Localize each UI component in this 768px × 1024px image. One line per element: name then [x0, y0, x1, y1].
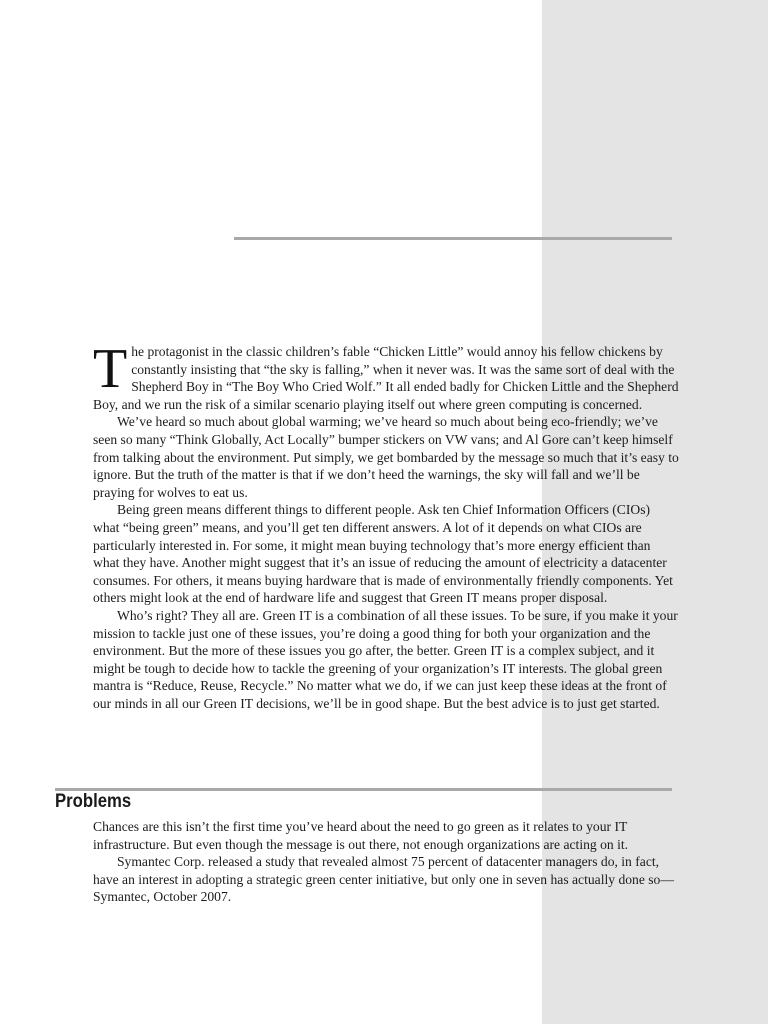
- problems-section: [93, 818, 679, 906]
- chapter-top-rule: [234, 237, 672, 240]
- section-divider-rule: [55, 788, 672, 791]
- intro-paragraph-1-text: he protagonist in the classic children’s fable “Chicken Little” would annoy his fellow chickens by constantly insisting that “the sky is falling,” when it never was. It was the same sort of deal with the Shepherd Boy in “The Boy Who Cried Wolf.” It all ended badly for Chicken Little and the Shepherd Boy, and we run the risk of a similar scenario playing itself out where green computing is concerned.: [93, 344, 679, 412]
- drop-cap: T: [93, 338, 128, 400]
- problems-paragraph-2: Symantec Corp. released a study that revealed almost 75 percent of datacenter managers do, in fact, have an interest in adopting a strategic green center initiative, but only one in seven has actually done so—Symantec, October 2007.: [93, 854, 674, 905]
- problems-paragraph-1: Chances are this isn’t the first time you’ve heard about the need to go green as it relates to your IT infrastructure. But even though the message is out there, not enough organizations are acting on it.: [93, 819, 629, 852]
- intro-paragraph-3: Being green means different things to different people. Ask ten Chief Information Officers (CIOs) what “being green” means, and you’ll get ten different answers. A lot of it depends on what CIOs are particularly interested in. For some, it might mean buying technology that’s more energy efficient than what they have. Another might suggest that it’s an issue of reducing the amount of electricity a datacenter consumes. For others, it means buying hardware that is made of environmentally friendly components. Yet others might look at the end of hardware life and suggest that Green IT means proper disposal.: [93, 502, 673, 606]
- intro-paragraph-4: Who’s right? They all are. Green IT is a combination of all these issues. To be sure, if you make it your mission to tackle just one of these issues, you’re doing a good thing for both your organization and the environment. But the more of these issues you go after, the better. Green IT is a complex subject, and it might be tough to decide how to tackle the greening of your organization’s IT interests. The global green mantra is “Reduce, Reuse, Recycle.” No matter what we do, if we can just keep these ideas at the front of our minds in all our Green IT decisions, we’ll be in good shape. But the best advice is to just get started.: [93, 607, 678, 711]
- intro-section: [93, 338, 679, 712]
- intro-paragraph-1: [93, 338, 679, 413]
- section-heading-problems: Problems: [55, 791, 132, 812]
- intro-paragraph-2: We’ve heard so much about global warming; we’ve heard so much about being eco-friendly; we’ve seen so many “Think Globally, Act Locally” bumper stickers on VW vans; and Al Gore can’t keep himself from talking about the environment. Put simply, we get bombarded by the message so much that it’s easy to ignore. But the truth of the matter is that if we don’t heed the warnings, the sky will fall and we’ll be praying for wolves to eat us.: [93, 414, 679, 500]
